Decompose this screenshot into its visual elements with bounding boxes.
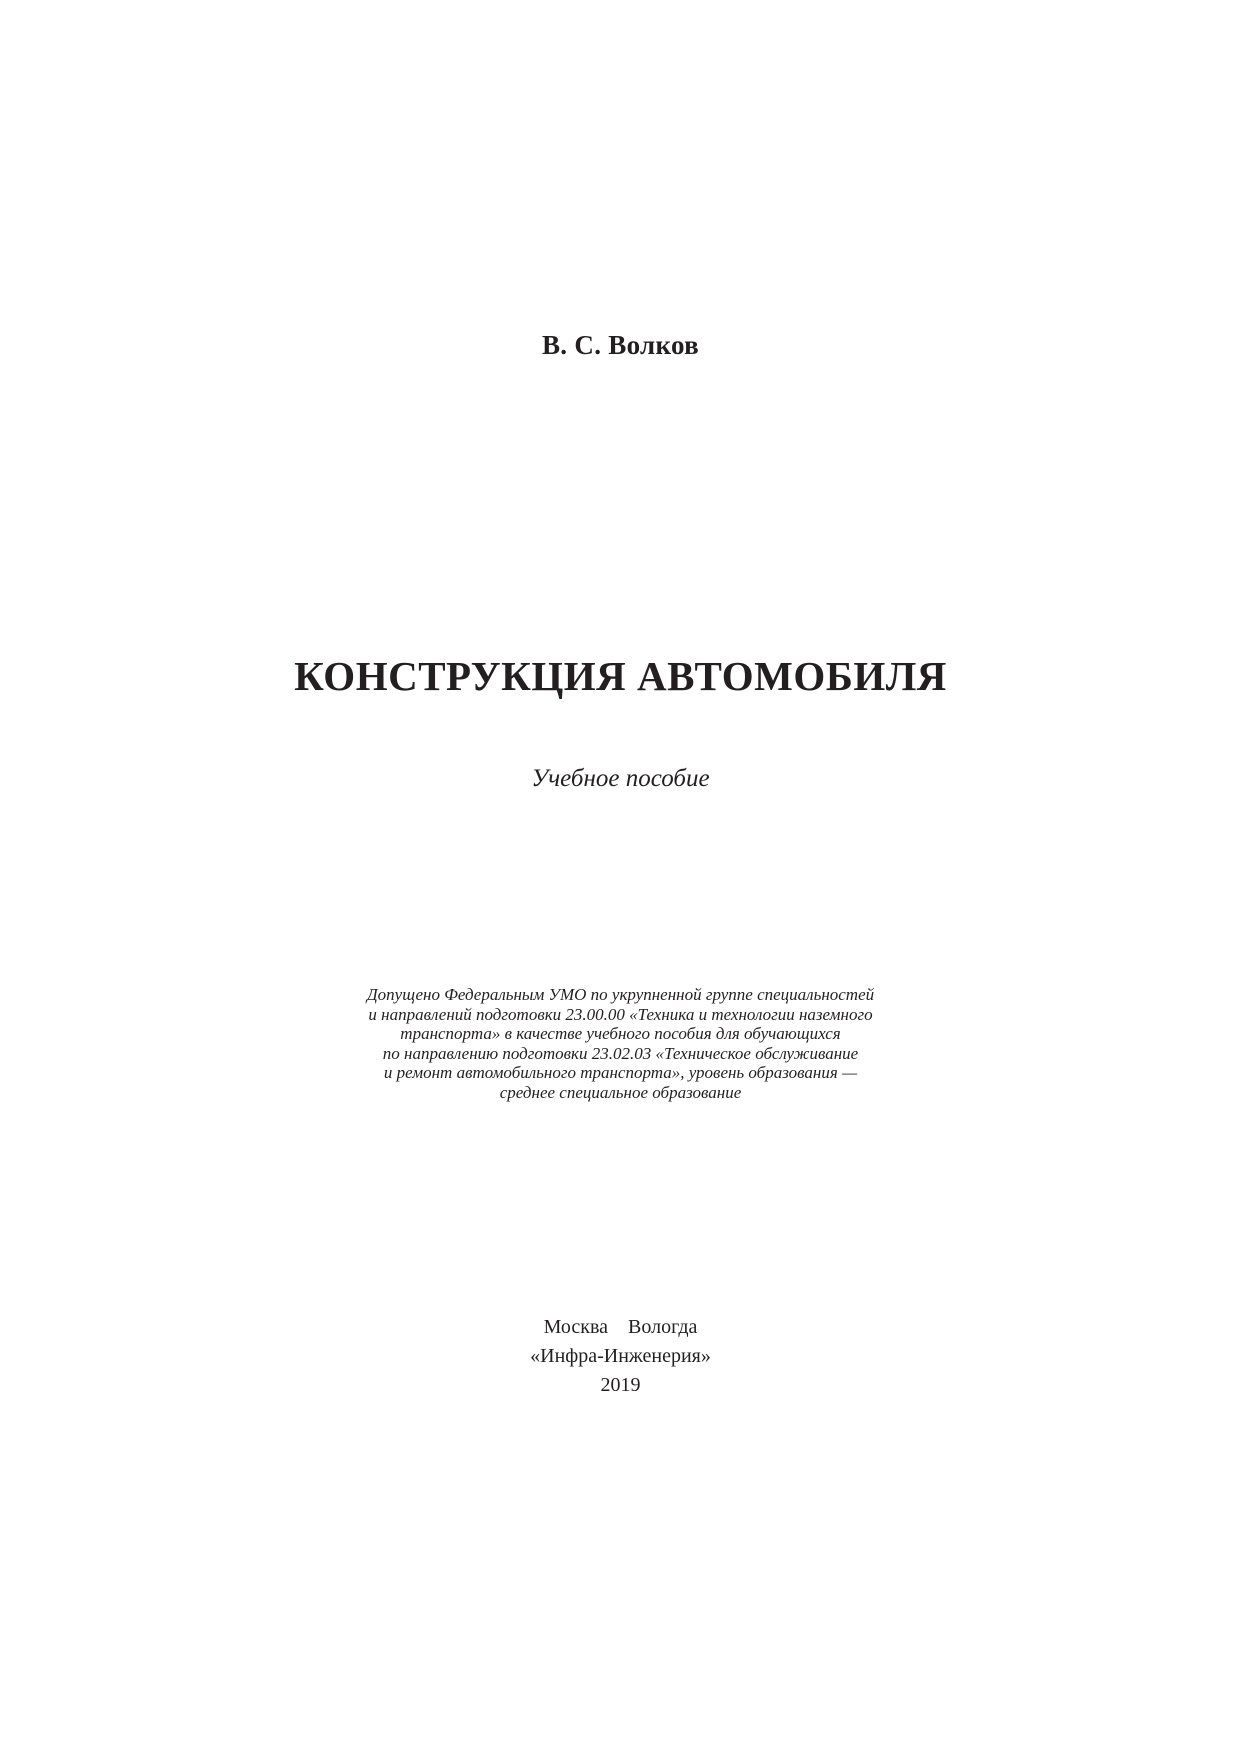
approval-line: по направлению подготовки 23.02.03 «Техническое обслуживание: [382, 1043, 859, 1063]
imprint-publisher: «Инфра-Инженерия»: [530, 1345, 711, 1367]
approval-line: Допущено Федеральным УМО по укрупненной группе специальностей: [366, 985, 875, 1004]
approval-line: транспорта» в качестве учебного пособия для обучающихся: [400, 1024, 841, 1043]
approval-line: среднее специальное образование: [499, 1082, 742, 1102]
approval-statement: [0, 985, 1241, 1102]
imprint-year: 2019: [600, 1374, 641, 1396]
imprint: [0, 1313, 1241, 1400]
book-subtitle: Учебное пособие: [531, 765, 710, 792]
imprint-cities: Москва Вологда: [543, 1316, 698, 1338]
approval-line: и ремонт автомобильного транспорта», уровень образования —: [383, 1063, 858, 1082]
approval-line: и направлений подготовки 23.00.00 «Техника и технологии наземного: [368, 1004, 873, 1024]
author-name: В. С. Волков: [541, 330, 700, 360]
book-title: КОНСТРУКЦИЯ АВТОМОБИЛЯ: [294, 653, 947, 699]
